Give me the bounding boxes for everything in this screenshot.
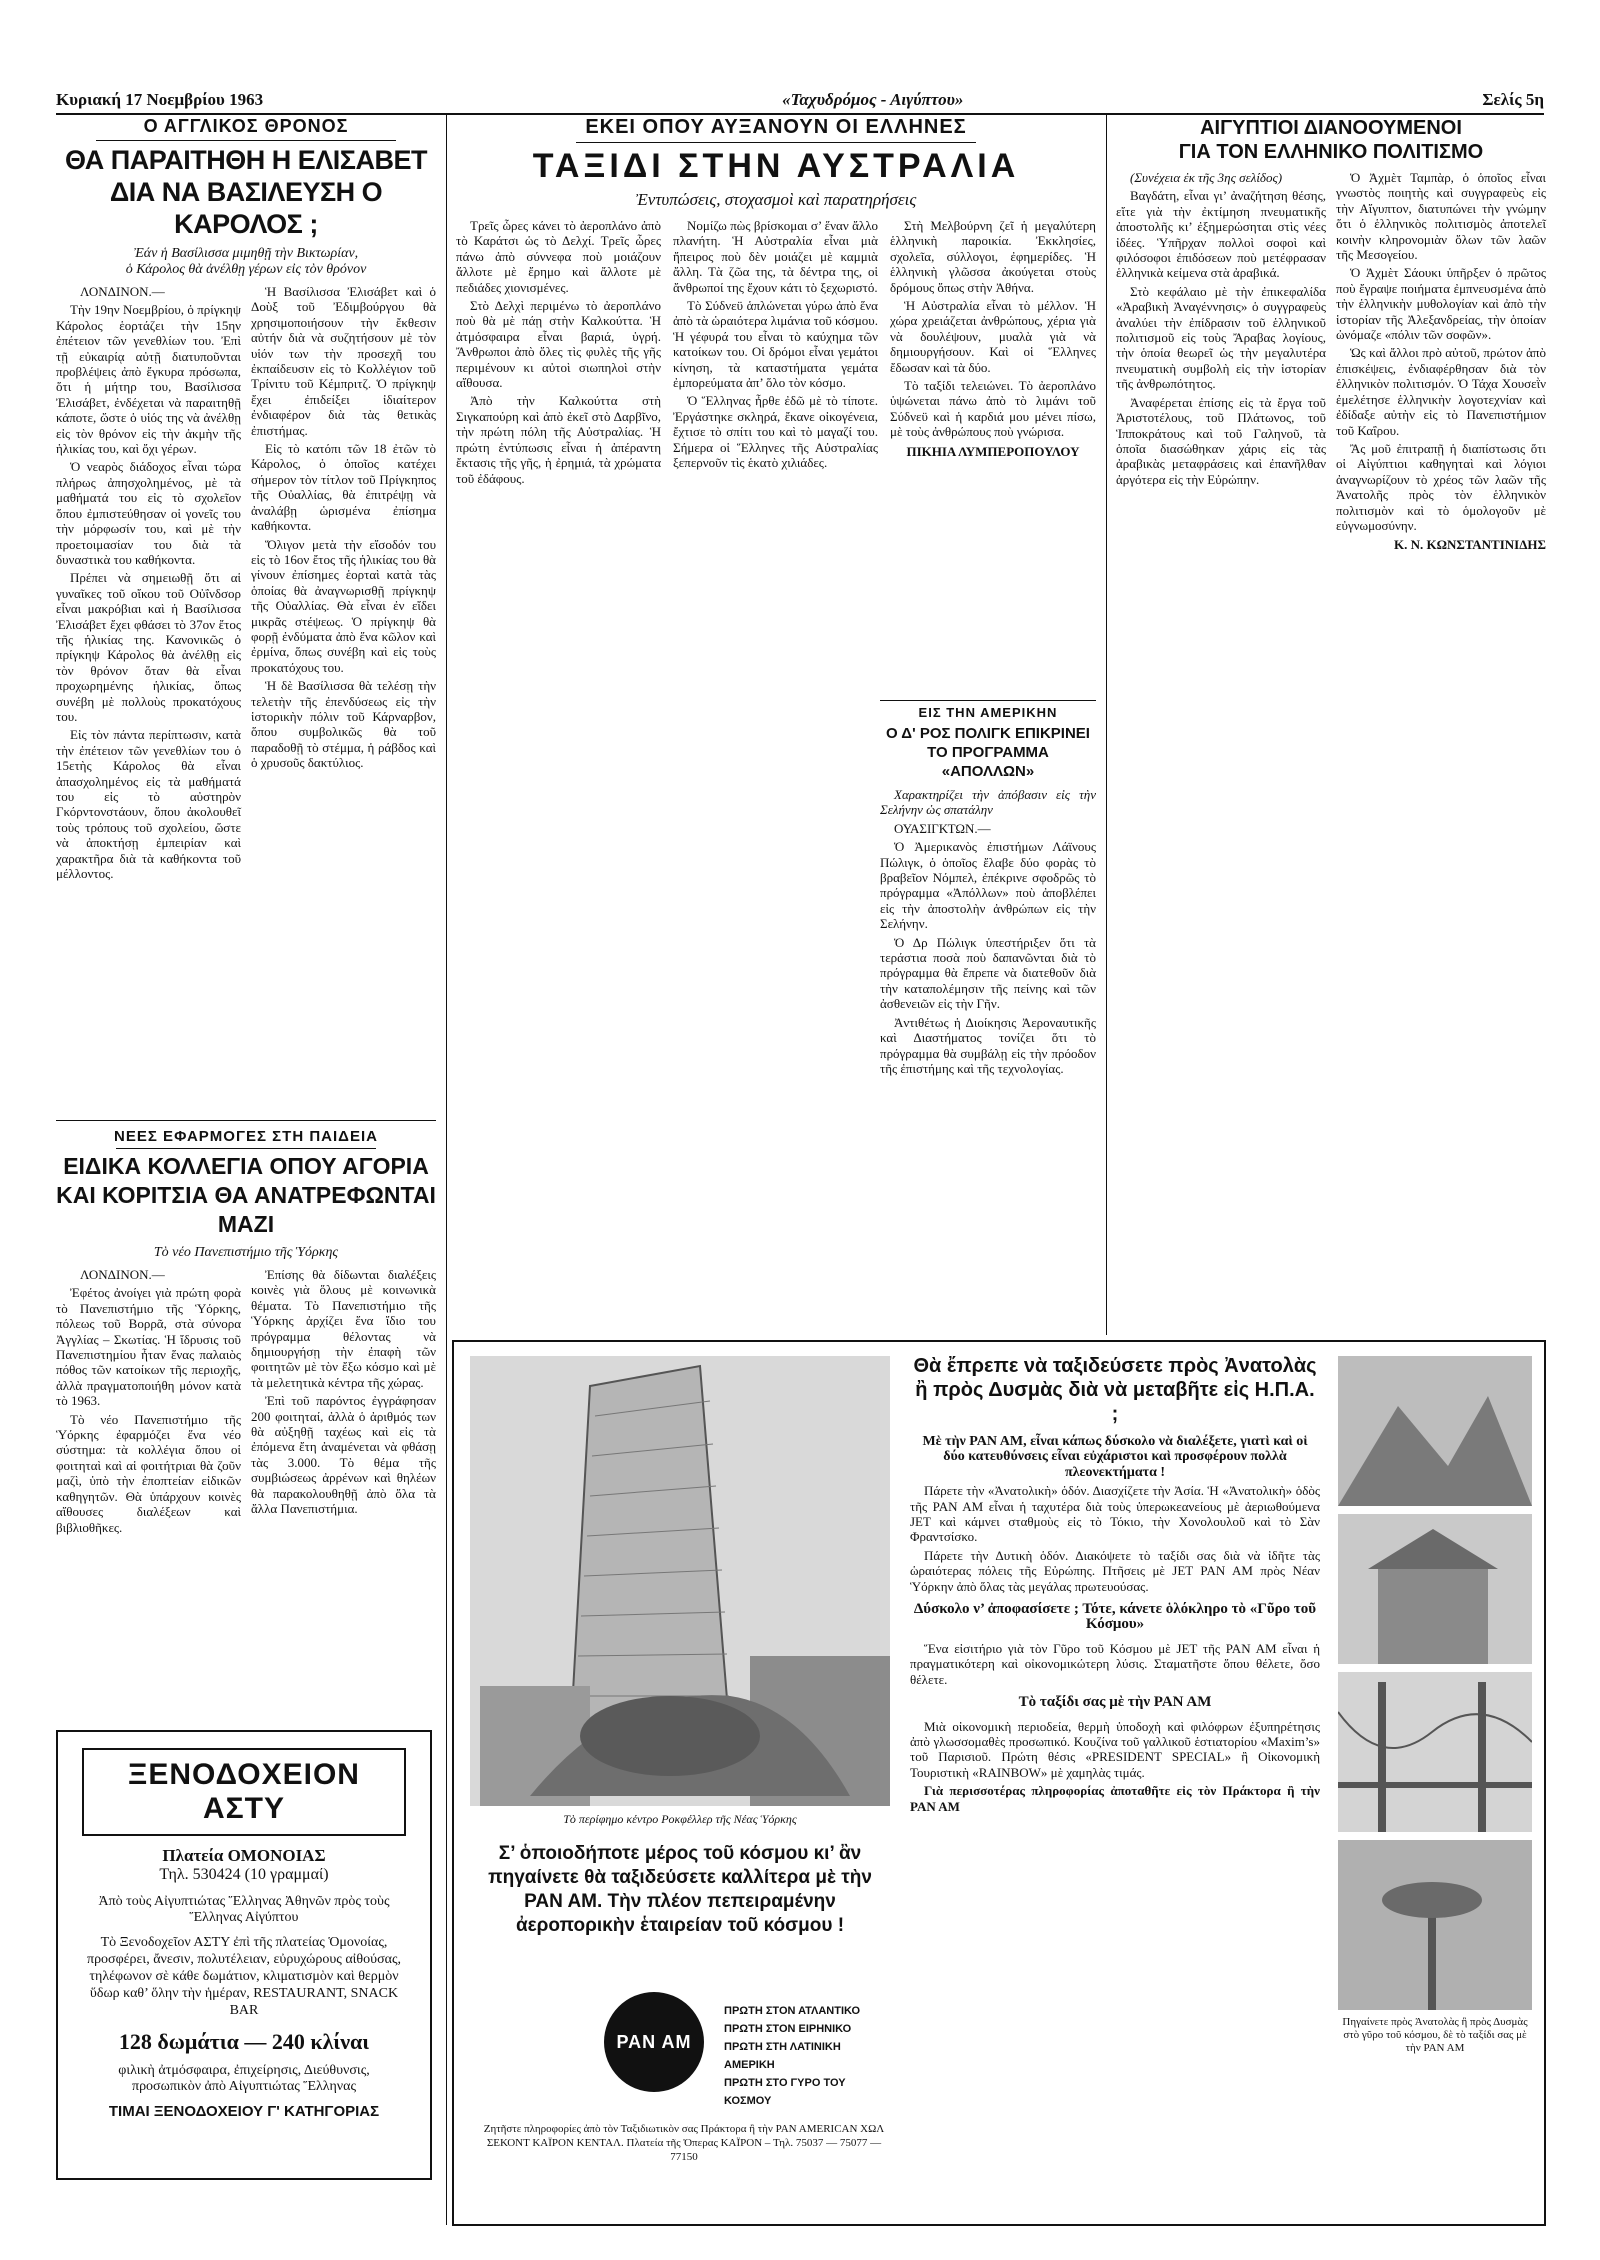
- headline-line-1: Ο Δ' ΡΟΣ ΠΟΛΙΓΚ ΕΠΙΚΡΙΝΕΙ: [886, 725, 1090, 742]
- hotel-description: Τὸ Ξενοδοχεῖον ΑΣΤΥ ἐπὶ τῆς πλατείας Ὁμονοίας, προσφέρει, ἄνεσιν, πολυτέλειαν, εὐρυχώρους αἰθούσας, τηλέφωνον σὲ κάθε δωμάτιον, κλιματισμὸν καὶ θερμὸν ὕδωρ καθ’ ὅλην τὴν ἡμέραν, RESTAURANT, SNACK BAR: [87, 1935, 401, 2018]
- dateline: ΛΟΝΔΙΝΟΝ.—: [80, 1267, 165, 1282]
- dateline: ΛΟΝΔΙΝΟΝ.—: [80, 284, 165, 299]
- paragraph: Ἀναφέρεται ἐπίσης εἰς τὰ ἔργα τοῦ Ἀριστοτέλους, τοῦ Πλάτωνος, τοῦ Ἱπποκράτους καὶ τοῦ Γαληνοῦ, τὰ ὁποῖα διασώθηκαν χάρις εἰς τὰς ἀραβικὰς μεταφράσεις καὶ ἐπανῆλθαν ἀργότερα εἰς τὴν Εὐρώπην.: [1116, 394, 1326, 487]
- column-rule: [446, 115, 447, 2225]
- paragraph: Ἐφέτος ἀνοίγει γιὰ πρώτη φορὰ τὸ Πανεπιστήμιο τῆς Ὑόρκης, πόλεως τοῦ Βορρᾶ, στὰ σύνορα Ἀγγλίας – Σκωτίας. Ἡ ἴδρυσις τοῦ Πανεπιστημίου ἦταν ἕνας παλαιὸς πόθος τῶν κατοίκων τῆς περιοχῆς, ἀλλὰ πραγματοποιήθη μόνον κατὰ τὸ 1963.: [56, 1285, 241, 1409]
- lead: Χαρακτηρίζει τὴν ἀπόβασιν εἰς τὴν Σελήνην ὡς σπατάλην: [880, 787, 1096, 818]
- mountain-photo: [1338, 1356, 1532, 1506]
- article-throne: [56, 116, 436, 884]
- headline-line-2: ΔΙΑ ΝΑ ΒΑΣΙΛΕΥΣΗ Ο ΚΑΡΟΛΟΣ ;: [109, 177, 383, 239]
- article-egyptian-intellectuals: [1116, 116, 1546, 553]
- paragraph: Ἀπὸ τὴν Καλκούττα στὴ Σιγκαπούρη καὶ ἀπὸ ἐκεῖ στὸ Δαρβῖνο, τὴν πρώτη πόλη τῆς Αὐστραλίας. Ἡ πρώτη ἐντύπωσις εἶναι ἡ ἀπέραντη ἔκτασις τῆς γῆς, ἡ ἐρημιά, τὰ χρώματα τοῦ ἐδάφους.: [456, 393, 661, 486]
- first-item: ΠΡΩΤΗ ΣΤΗ ΛΑΤΙΝΙΚΗ ΑΜΕΡΙΚΗ: [724, 2041, 841, 2071]
- panam-contact: Ζητῆστε πληροφορίες ἀπὸ τὸν Ταξιδιωτικὸν σας Πράκτορα ἢ τὴν PAN AMERICAN ΧΩΛ ΣΕΚΟΝΤ ΚΑΪΡΟΝ ΚΕΝΤΑΛ. Πλατεία τῆς Ὀπερας ΚΑΪΡΟΝ – Τηλ. 75037 — 75077 — 77150: [483, 2123, 885, 2163]
- column-rule: [1106, 115, 1107, 1335]
- issue-date: Κυριακή 17 Νοεμβρίου 1963: [56, 90, 264, 109]
- subheadline: Τὸ νέο Πανεπιστήμιο τῆς Ὑόρκης: [153, 1245, 339, 1260]
- paragraph: Τὴν 19ην Νοεμβρίου, ὁ πρίγκηψ Κάρολος ἑορτάζει τὴν 15ην ἐπέτειον τῶν γενεθλίων του. Ἐπὶ τῇ εὐκαιρίᾳ αὐτῇ διατυποῦνται προβλέψεις ἀπὸ ἔγκυρα πρόσωπα, ὅτι ἡ μήτηρ του, Βασίλισσα Ἐλισάβετ, ἐνδέχεται νὰ παραιτηθῇ κάποτε, ὥστε ὁ υἱός της νὰ ἀνέλθῃ εἰς τὸν θρόνον εἰς τὴν ἀκμὴν τῆς ἡλικίας του, καὶ ὄχι γέρων.: [56, 302, 241, 457]
- paragraph: Ὁ Δρ Πώλιγκ ὑπεστήριξεν ὅτι τὰ τεράστια ποσὰ ποὺ δαπανῶνται διὰ τὸ πρόγραμμα θὰ ἔπρεπε νὰ διατεθοῦν διὰ τὴν καταπολέμησιν τῆς πείνης καὶ τῶν ἀσθενειῶν εἰς τὴν Γῆν.: [880, 934, 1096, 1012]
- panam-logo-icon: [604, 1992, 704, 2092]
- headline-line-1: ΑΙΓΥΠΤΙΟΙ ΔΙΑΝΟΟΥΜΕΝΟΙ: [1200, 117, 1462, 139]
- article-columns: [1116, 170, 1546, 553]
- panam-slogan: Σ’ ὁποιοδήποτε μέρος τοῦ κόσμου κι’ ἂν πηγαίνετε θὰ ταξιδεύσετε καλλίτερα μὲ τὴν PAN AM. Τὴν πλέον πεπειραμένην ἀεροπορικὴν ἑταιρείαν τοῦ κόσμου !: [488, 1843, 872, 1936]
- bridge-illustration: [1338, 1672, 1532, 1832]
- rockefeller-center-photo: [470, 1356, 890, 1806]
- mountain-illustration: [1338, 1356, 1532, 1506]
- hotel-phone: Τηλ. 530424 (10 γραμμαί): [159, 1866, 329, 1883]
- temple-photo: [1338, 1514, 1532, 1664]
- divider: [116, 1148, 376, 1149]
- divider: [576, 142, 976, 143]
- panam-headline: Θὰ ἔπρεπε νὰ ταξιδεύσετε πρὸς Ἀνατολὰς ἢ πρὸς Δυσμὰς διὰ νὰ μεταβῆτε εἰς Η.Π.Α. ;: [913, 1355, 1317, 1425]
- paragraph: Στὸ Δελχὶ περιμένω τὸ ἀεροπλάνο ποὺ θὰ μὲ πάῃ στὴν Καλκούττα. Ἡ ἀτμόσφαιρα εἶναι βαριά, ὑγρή. Ἄνθρωποι ἀπὸ ὅλες τὶς φυλὲς τῆς γῆς περιμένουν κι αὐτοὶ σιωπηλοὶ στὴν αἴθουσα.: [456, 298, 661, 391]
- paragraph: Ὁ Ἀχμὲτ Ταμπὰρ, ὁ ὁποῖος εἶναι γνωστὸς ποιητὴς καὶ συγγραφεὺς εἰς τὴν Αἴγυπτον, διατυπώνει τὴν γνώμην ὅτι ὁ ἑλληνικὸς πολιτισμὸς ἀποτελεῖ κοινὴν κληρονομιὰν ὅλων τῶν λαῶν τῆς Μεσογείου.: [1336, 170, 1546, 263]
- first-item: ΠΡΩΤΗ ΣΤΟΝ ΑΤΛΑΝΤΙΚΟ: [724, 2005, 861, 2017]
- headline-line-2: ΤΟ ΠΡΟΓΡΑΜΜΑ «ΑΠΟΛΛΩΝ»: [927, 744, 1049, 780]
- paragraph: Ἡ Βασίλισσα Ἐλισάβετ καὶ ὁ Δοὺξ τοῦ Ἐδιμβούργου θὰ χρησιμοποιήσουν τὴν ἔκθεσιν αὐτήν διὰ νὰ συζητήσουν μὲ τὸν υἱόν των τὴν προσεχῆ του ἐκπαίδευσιν εἰς τὸ Κολλέγιον τοῦ Τρίνιτυ τοῦ Κέμπριτζ. Ὁ πρίγκηψ ἔχει ἐπιδείξει ἰδιαίτερον ἐνδιαφέρον διὰ τὰς θετικὰς ἐπιστήμας.: [251, 284, 436, 438]
- subheadline-1: Ἐάν ἡ Βασίλισσα μιμηθῇ τὴν Βικτωρίαν,: [133, 246, 359, 261]
- page-number: Σελίς 5η: [1482, 90, 1544, 109]
- first-item: ΠΡΩΤΗ ΣΤΟ ΓΥΡΟ ΤΟΥ ΚΟΣΜΟΥ: [724, 2077, 846, 2107]
- article-columns: [56, 284, 436, 884]
- paragraph: Νομίζω πὼς βρίσκομαι σ’ ἕναν ἄλλο πλανήτη. Ἡ Αὐστραλία εἶναι μιὰ ἤπειρος ποὺ δὲν μοιάζει μὲ καμμιὰ ἄλλη. Τὰ ζῶα της, τὰ δέντρα της, οἱ ἄνθρωποί της ἔχουν κάτι τὸ ξεχωριστό.: [673, 218, 878, 295]
- photo-caption: Τὸ περίφημο κέντρο Ροκφέλλερ τῆς Νέας Ὑόρκης: [563, 1812, 797, 1826]
- article-kicker: ΕΙΣ ΤΗΝ ΑΜΕΡΙΚΗΝ: [918, 705, 1058, 720]
- dateline: ΟΥΑΣΙΓΚΤΩΝ.—: [894, 820, 991, 836]
- paper-name: «Ταχυδρόμος - Αιγύπτου»: [782, 90, 964, 109]
- subheadline: Ἐντυπώσεις, στοχασμοὶ καὶ παρατηρήσεις: [635, 190, 917, 209]
- paragraph: Ἡ δὲ Βασίλισσα θὰ τελέσῃ τὴν τελετὴν τῆς ἐπενδύσεως εἰς τὴν ἱστορικὴν πόλιν τοῦ Κάρναρβον, ὅπου συμβολικῶς θὰ τοῦ παραδοθῇ τὸ στέμμα, ἡ ράβδος καὶ ὁ χρυσοῦς δακτύλιος.: [251, 678, 436, 771]
- paragraph: Στὸ κεφάλαιο μὲ τὴν ἐπικεφαλίδα «Ἀραβικὴ Ἀναγέννησις» ὁ συγγραφεὺς ἀναλύει τὴν ἐπίδρασιν τοῦ ἑλληνικοῦ πολιτισμοῦ εἰς τοὺς Ἄραβας λογίους, τὴν ὁποία θεωρεῖ ὡς τὴν μεγαλυτέρα πνευματικὴ συμβολὴ εἰς τὴν ἱστορίαν τῆς ἀνθρωπότητος.: [1116, 283, 1326, 392]
- text-column: [456, 218, 661, 489]
- paragraph: Πάρετε τὴν Δυτικὴ ὁδόν. Διακόψετε τὸ ταξίδι σας διὰ νὰ ἰδῆτε τὰς ὡραιότερας πόλεις τῆς Εὐρώπης. Πτῆσεις μὲ JET PAN AM πρὸς Νέαν Ὑόρκην ἀπὸ ὅλας τὰς μεγάλας πρωτευούσας.: [910, 1547, 1320, 1594]
- bridge-photo: [1338, 1672, 1532, 1832]
- article-columns: [56, 1267, 436, 1538]
- continuation-note: (Συνέχεια ἐκ τῆς 3ης σελίδος): [1130, 170, 1283, 185]
- panam-subheading: Τὸ ταξίδι σας μὲ τὴν PAN AM: [1018, 1694, 1212, 1711]
- paragraph: Ἀντιθέτως ἡ Διοίκησις Ἀεροναυτικῆς καὶ Διαστήματος τονίζει ὅτι τὸ πρόγραμμα θὰ συμβάλῃ εἰς τὴν πρόοδον τῆς ἐπιστήμης καὶ τῆς τεχνολογίας.: [880, 1014, 1096, 1076]
- paragraph: Ὁ Ἀχμὲτ Σάουκι ὑπῆρξεν ὁ πρῶτος ποὺ ἔγραψε ποιήματα ἐμπνευσμένα ἀπὸ τὴν ἑλληνικὴν μυθολογίαν καὶ ἀπὸ τὴν ἱστορίαν τῆς Ἀλεξανδρείας, τὴν ὁποίαν ὠνόμαζε «πόλιν τῶν σοφῶν».: [1336, 265, 1546, 343]
- paragraph: Μιὰ οἰκονομικὴ περιοδεία, θερμὴ ὑποδοχὴ καὶ φιλόφρων ἐξυπηρέτησις ἀπὸ γλωσσομαθὲς προσωπικό. Κουζίνα τοῦ γαλλικοῦ ἑστιατορίου «Maxim’s» τοῦ Παρισιοῦ. Πρώτη θέσις «PRESIDENT SPECIAL» ἢ Οἰκονομικὴ Τουριστικὴ «RAINBOW» μὲ χαμηλὰς τιμάς.: [910, 1718, 1320, 1780]
- text-column: [251, 1267, 436, 1538]
- article-kicker: Ο ΑΓΓΛΙΚΟΣ ΘΡΟΝΟΣ: [143, 116, 349, 136]
- paragraph: Ὁ Ἀμερικανὸς ἐπιστήμων Λάϊνους Πώλιγκ, ὁ ὁποῖος ἔλαβε δύο φορὰς τὸ βραβεῖον Νόμπελ, ἐπέκρινε σφοδρῶς τὸ πρόγραμμα «Ἀπόλλων» ποὺ ἀποβλέπει εἰς τὴν ἀποστολὴν ἀνθρώπων εἰς τὴν Σελήνην.: [880, 839, 1096, 932]
- hotel-price-category: ΤΙΜΑΙ ΞΕΝΟΔΟΧΕΙΟΥ Γ' ΚΑΤΗΓΟΡΙΑΣ: [108, 2103, 380, 2120]
- photo-caption: Πηγαίνετε πρὸς Ἀνατολὰς ἢ πρὸς Δυσμὰς στὸ γῦρο τοῦ κόσμου, δὲ τὸ ταξίδι σας μὲ τὴν PAN AM: [1342, 2016, 1528, 2054]
- hotel-amenities: φιλικὴ ἀτμόσφαιρα, ἐπιχείρησις, Διεύθυνσις, προσωπικὸν ἀπὸ Αἰγυπτιώτας Ἕλληνας: [118, 2063, 370, 2094]
- headline-line-1: ΘΑ ΠΑΡΑΙΤΗΘΗ Η ΕΛΙΣΑΒΕΤ: [65, 145, 427, 175]
- paragraph: Τὸ νέο Πανεπιστήμιο τῆς Ὑόρκης ἐφαρμόζει ἕνα νέο σύστημα: τὰ κολλέγια ὅπου οἱ φοιτηταὶ καὶ αἱ φοιτήτριαι θὰ ζοῦν μαζὶ, ὑπὸ τὴν ἐποπτείαν εἰδικῶν καθηγητῶν. Θὰ ὑπάρχουν κοινὲς αἴθουσες διαλέξεων καὶ βιβλιοθῆκες.: [56, 1411, 241, 1535]
- temple-illustration: [1338, 1514, 1532, 1664]
- subheadline-2: ὁ Κάρολος θὰ ἀνέλθῃ γέρων εἰς τὸν θρόνον: [125, 262, 367, 277]
- paragraph: Ὁ νεαρὸς διάδοχος εἶναι τώρα πλήρως ἀπησχολημένος, μὲ τὰ μαθήματά του εἰς τὸ σχολεῖον ὅπου ἐμπιστεύθησαν οἱ γονεῖς του τὴν μόρφωσίν του, καὶ μὲ τὴν προετοιμασίαν του διὰ τὰ δυναστικὰ του καθήκοντα.: [56, 459, 241, 567]
- article-kicker: ΝΕΕΣ ΕΦΑΡΜΟΓΕΣ ΣΤΗ ΠΑΙΔΕΙΑ: [114, 1128, 378, 1145]
- headline-line-2: ΚΑΙ ΚΟΡΙΤΣΙΑ ΘΑ ΑΝΑΤΡΕΦΩΝΤΑΙ ΜΑΖΙ: [56, 1182, 436, 1237]
- hotel-name: ΞΕΝΟΔΟΧΕΙΟΝ ΑΣΤΥ: [82, 1748, 406, 1836]
- headline: ΤΑΞΙΔΙ ΣΤΗΝ ΑΥΣΤΡΑΛΙΑ: [532, 147, 1020, 185]
- paragraph: Εἰς τὸ κατόπι τῶν 18 ἐτῶν τὸ Κάρολος, ὁ ὁποῖος κατέχει σήμερον τὸν τίτλον τοῦ Πρίγκηπος τῆς Οὐαλλίας, θὰ ἐπιτρέψῃ νὰ ἀναλάβῃ ὡρισμένα ἐπίσημα καθήκοντα.: [251, 441, 436, 534]
- paragraph: Πάρετε τὴν «Ἀνατολικὴ» ὁδόν. Διασχίζετε τὴν Ἀσία. Ἡ «Ἀνατολικὴ» ὁδὸς τῆς PAN AM εἶναι ἡ ταχυτέρα διὰ τοὺς ὑπερωκεανείους μὲ ἀεριωθούμενα JET καὶ κάμνει σταθμοὺς εἰς τὸ Τόκιο, τὴν Χονολουλοῦ καὶ τὸ Σὰν Φραντσίσκο.: [910, 1483, 1320, 1545]
- paragraph: Στὴ Μελβούρνη ζεῖ ἡ μεγαλύτερη ἑλληνικὴ παροικία. Ἐκκλησίες, σχολεῖα, σύλλογοι, ἐφημερίδες. Ἡ ἑλληνικὴ γλῶσσα ἀκούγεται στοὺς δρόμους ὅπως στὴν Ἀθήνα.: [890, 218, 1096, 295]
- text-column: [1116, 170, 1326, 553]
- hotel-capacity: 128 δωμάτια — 240 κλίναι: [118, 2029, 370, 2054]
- paragraph: Ὡς καὶ ἄλλοι πρὸ αὐτοῦ, πρώτον ἀπὸ ἐπισκέψεις, ἐνδιαφέρθησαν διὰ τὸν ἑλληνικὸν πολιτισμόν. Ὁ Τάχα Χουσεῒν ἐμελέτησε ἑλληνικὴν λογοτεχνίαν καὶ ἐδίδαξε αὐτὴν εἰς τὸ Πανεπιστήμιον τοῦ Καΐρου.: [1336, 345, 1546, 438]
- paragraph: Ἕνα εἰσιτήριο γιὰ τὸν Γῦρο τοῦ Κόσμου μὲ JET τῆς PAN AM εἶναι ἡ πραγματικότερη καὶ οἰκονομικώτερη λύσις. Σταματῆστε ὅπου θέλετε, ὅσο θέλετε.: [910, 1640, 1320, 1687]
- divider: [56, 1120, 436, 1121]
- panam-photo-strip: [1338, 1356, 1532, 2055]
- skyscraper-illustration: [470, 1356, 890, 1806]
- divider: [96, 140, 396, 141]
- first-item: ΠΡΩΤΗ ΣΤΟΝ ΕΙΡΗΝΙΚΟ: [724, 2023, 852, 2035]
- masthead: [56, 84, 1544, 115]
- panam-advertisement: [452, 1340, 1546, 2226]
- article-columns: [456, 218, 1096, 489]
- divider: [880, 700, 1096, 701]
- paragraph: Εἰς τὸν πάντα περίπτωσιν, κατὰ τὴν ἐπέτειον τῶν γενεθλίων του ὁ 15ετὴς Κάρολος θὰ εἶναι ἀπασχολημένος εἰς τὰ μαθήματά του εἰς τὸ αὐστηρὸν Γκόρντονστάουν, ὅπου ἀκολουθεῖ τοὺς τρόπους τοῦ σχολείου, ὥστε νὰ ἀποκτήσῃ ἐμπειρίαν καὶ χαρακτῆρα διὰ τὰ καθήκοντα τοῦ μέλλοντος.: [56, 727, 241, 882]
- text-column: [890, 218, 1096, 489]
- text-column: [1336, 170, 1546, 553]
- panam-firsts-list: [724, 2002, 894, 2110]
- paragraph: Ἐπὶ τοῦ παρόντος ἐγγράφησαν 200 φοιτηταί, ἀλλὰ ὁ ἀριθμός των θὰ αὐξηθῇ ταχέως καὶ εἰς τὰ ἐπόμενα ἔτη ἀναμένεται νὰ φθάσῃ τὰς 3.000. Τὸ θέμα τῆς συμβιώσεως ἀρρένων καὶ θηλέων θὰ παρακολουθηθῇ ἀπὸ ὅλα τὰ ἄλλα Πανεπιστήμια.: [251, 1393, 436, 1517]
- hotel-advertisement: [56, 1730, 432, 2180]
- panam-subheading: Δύσκολο ν’ ἀποφασίσετε ; Τότε, κάνετε ὁλόκληρο τὸ «Γῦρο τοῦ Κόσμου»: [913, 1601, 1317, 1633]
- author-byline: ΠΙΚΗΙΑ ΛΥΜΠΕΡΟΠΟΥΛΟΥ: [906, 443, 1080, 459]
- text-column: [910, 1434, 1320, 1814]
- paragraph: Ἂς μοῦ ἐπιτραπῇ ἡ διαπίστωσις ὅτι οἱ Αἰγύπτιοι καθηγηταὶ καὶ λόγιοι ἀναγνωρίζουν τὸ χρέος τῶν λαῶν τῆς Ἀνατολῆς πρὸς τὸν ἑλληνικὸν πολιτισμὸν καὶ τὸ ὁμολογοῦν μὲ εὐγνωμοσύνην.: [1336, 440, 1546, 533]
- paragraph: Τὸ Σύδνεϋ ἁπλώνεται γύρω ἀπὸ ἕνα ἀπὸ τὰ ὡραιότερα λιμάνια τοῦ κόσμου. Ἡ γέφυρά του εἶναι τὸ καύχημα τῶν κατοίκων του. Οἱ δρόμοι εἶναι γεμάτοι κίνηση, τὰ καταστήματα γεμάτα ἐμπορεύματα ἀπ’ ὅλο τὸν κόσμο.: [673, 298, 878, 391]
- paragraph: Βαγδάτη, εἶναι γι’ ἀναζήτηση θέσης, εἴτε γιὰ τὴν ἐκτίμηση πνευματικῆς ἀποστολῆς κι’ ἐξημερώσηται στὶς νέες ἰδέες. Ὑπῆρχαν πολλοὶ σοφοὶ καὶ φιλόσοφοι ἐπιδόσεων ποὺ μετέφρασαν ἑλληνικὰ κείμενα στὰ ἀραβικά.: [1116, 188, 1326, 281]
- paragraph: Ἐπίσης θὰ δίδωνται διαλέξεις κοινὲς γιὰ ὅλους μὲ κοινωνικὰ θέματα. Τὸ Πανεπιστήμιο τῆς Ὑόρκης ἀρχίζει ἕνα ἴδιο του πρόγραμμα θέλοντας νὰ δημιουργήσῃ τὴν ἐπαφὴ τῶν φοιτητῶν μὲ τὸν ἔξω κόσμο καὶ μὲ τὰ μελετητικὰ κέντρα τῆς χώρας.: [251, 1267, 436, 1390]
- headline-line-1: ΕΙΔΙΚΑ ΚΟΛΛΕΓΙΑ ΟΠΟΥ ΑΓΟΡΙΑ: [63, 1153, 429, 1179]
- hotel-location: Πλατεία ΟΜΟΝΟΙΑΣ: [162, 1846, 326, 1865]
- article-education: [56, 1128, 436, 1538]
- paragraph: Ὅλιγον μετὰ τὴν εἴσοδόν του εἰς τὸ 16ον ἔτος τῆς ἡλικίας του θὰ γίνουν ἐπίσημες ἑορταὶ κατὰ τὰς ὁποίας θὰ ἀναγνωρισθῇ πρίγκηψ τῆς Οὐαλλίας. Θὰ εἶναι ἐν εἴδει μικρᾶς στέψεως. Ὁ πρίγκηψ θὰ φορῇ ἐνδύματα ἀπὸ ἕνα κῶλον καὶ ἐρμίνα, ὅπως συνέβη καὶ εἰς τοὺς προκατόχους του.: [251, 536, 436, 675]
- paragraph: Πρέπει νὰ σημειωθῇ ὅτι αἱ γυναῖκες τοῦ οἴκου τοῦ Οὐΐνδσορ εἶναι μακρόβιαι καὶ ἡ Βασίλισσα Ἐλισάβετ ἔχει φθάσει τὸ 37ον ἔτος τῆς ἡλικίας της. Κανονικῶς ὁ πρίγκηψ Κάρολος θὰ ἀνέλθῃ εἰς τὸν θρόνον ὅταν θὰ εἶναι προχωρημένης ἡλικίας, ὅπως συνέβη μὲ πολλοὺς προκατόχους του.: [56, 570, 241, 724]
- article-kicker: ΕΚΕΙ ΟΠΟΥ ΑΥΞΑΝΟΥΝ ΟΙ ΕΛΛΗΝΕΣ: [585, 116, 967, 138]
- paragraph: Ὁ Ἕλληνας ἦρθε ἐδῶ μὲ τὸ τίποτε. Ἐργάστηκε σκληρά, ἔκανε οἰκογένεια, ἔχτισε τὸ σπίτι του καὶ τὸ μαγαζί του. Σήμερα οἱ Ἕλληνες τῆς Αὐστραλίας ξεπερνοῦν τὶς ἑκατὸ χιλιάδες.: [673, 393, 878, 471]
- logo-text: PAN AM: [616, 2031, 692, 2052]
- paragraph: Γιὰ περισσοτέρας πληροφορίας ἀποταθῆτε εἰς τὸν Πράκτορα ἢ τὴν PAN AM: [910, 1783, 1320, 1814]
- hotel-intro: Ἀπὸ τοὺς Αἰγυπτιώτας Ἕλληνας Ἀθηνῶν πρὸς τοὺς Ἕλληνας Αἰγύπτου: [98, 1894, 390, 1925]
- panam-copy: [910, 1354, 1320, 1817]
- text-column: [673, 218, 878, 489]
- article-australia: [456, 116, 1096, 489]
- palm-illustration: [1338, 1840, 1532, 2010]
- text-column: [251, 284, 436, 884]
- text-column: [880, 787, 1096, 1076]
- beach-photo: [1338, 1840, 1532, 2010]
- paragraph: Τὸ ταξίδι τελειώνει. Τὸ ἀεροπλάνο ὑψώνεται πάνω ἀπὸ τὸ λιμάνι τοῦ Σύδνεϋ καὶ ἡ καρδιά μου μένει πίσω, μὲ τοὺς ἀνθρώπους ποὺ γνώρισα.: [890, 378, 1096, 440]
- article-america: [880, 700, 1096, 1079]
- headline-line-2: ΓΙΑ ΤΟΝ ΕΛΛΗΝΙΚΟ ΠΟΛΙΤΙΣΜΟ: [1178, 141, 1484, 163]
- paragraph: Τρεῖς ὧρες κάνει τὸ ἀεροπλάνο ἀπὸ τὸ Καράτσι ὡς τὸ Δελχί. Τρεῖς ὧρες πάνω ἀπὸ σύννεφα ποὺ μοιάζουν ἄλλοτε μὲ ἔρημο καὶ ἄλλοτε μὲ πεδιάδες χιονισμένες.: [456, 218, 661, 295]
- author-signature: Κ. Ν. ΚΩΝΣΤΑΝΤΙΝΙΔΗΣ: [1393, 537, 1546, 553]
- text-column: [56, 284, 241, 884]
- paragraph: Μὲ τὴν PAN AM, εἶναι κάπως δύσκολο νὰ διαλέξετε, γιατὶ καὶ οἱ δύο κατευθύνσεις εἶναι εὐχάριστοι καὶ προσφέρουν πολλὰ πλεονεκτήματα !: [922, 1434, 1308, 1480]
- text-column: [56, 1267, 241, 1538]
- paragraph: Ἡ Αὐστραλία εἶναι τὸ μέλλον. Ἡ χώρα χρειάζεται ἀνθρώπους, χέρια γιὰ νὰ δουλέψουν, μυαλὰ γιὰ νὰ δημιουργήσουν. Καὶ οἱ Ἕλληνες ἔδωσαν καὶ τὰ δύο.: [890, 298, 1096, 375]
